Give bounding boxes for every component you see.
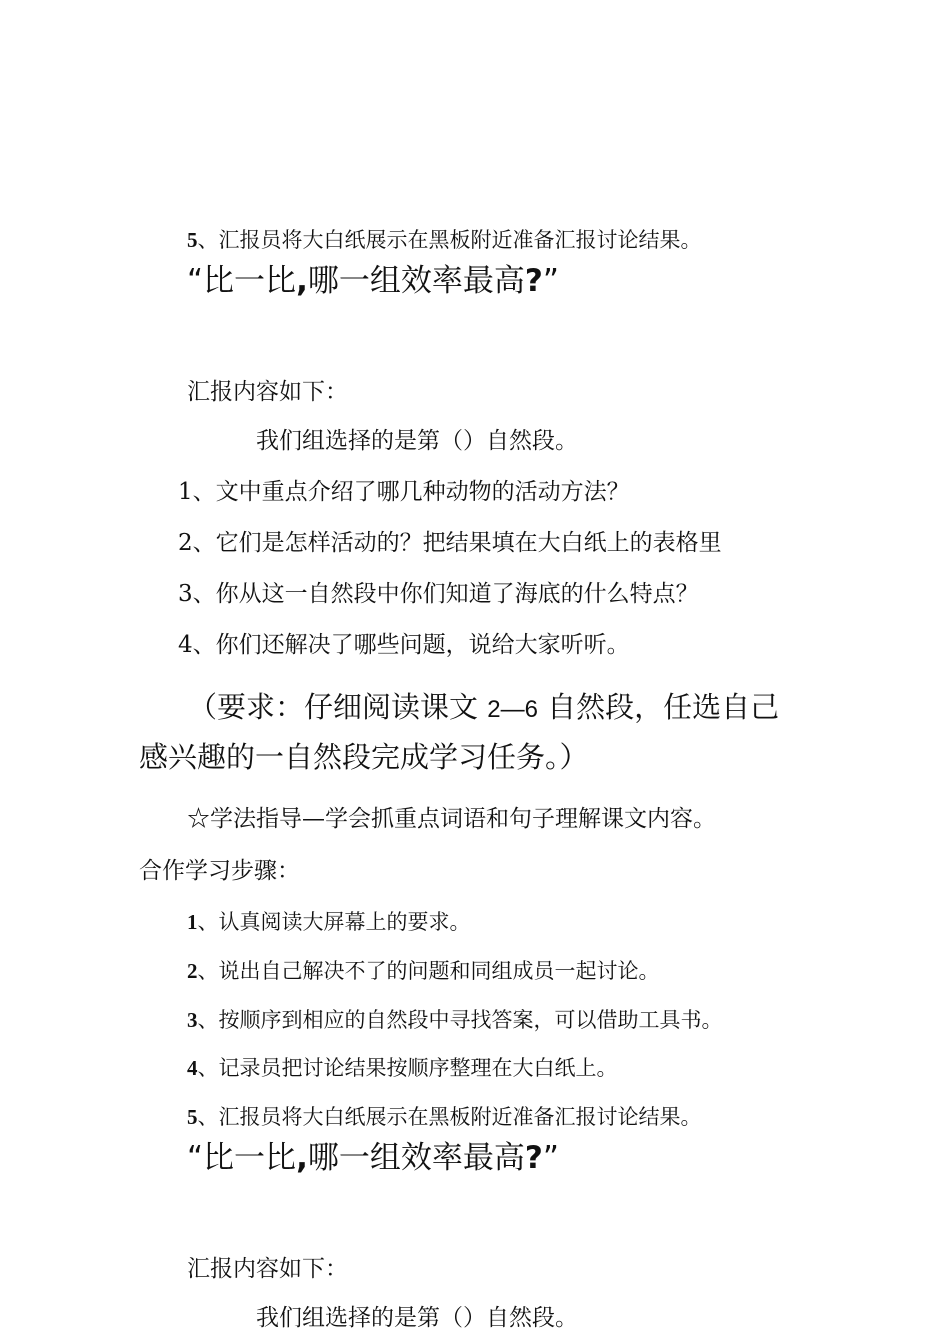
step-number: 2: [187, 959, 198, 983]
quote-close: ”: [542, 263, 559, 299]
quote-open-text: “比一比: [187, 1140, 297, 1176]
step-item: [187, 961, 660, 982]
quote-open-text: “比一比: [187, 263, 297, 299]
quote-comma: ,: [296, 1140, 308, 1176]
step-number: 3: [187, 1008, 198, 1032]
report-paragraph-choice: 我们组选择的是第（）自然段。: [256, 428, 578, 454]
step-item: [187, 230, 702, 251]
step-text: 、说出自己解决不了的问题和同组成员一起讨论。: [197, 959, 660, 983]
step-text: 、认真阅读大屏幕上的要求。: [197, 910, 471, 934]
report-intro: 汇报内容如下：: [187, 1256, 348, 1282]
step-text: 、汇报员将大白纸展示在黑板附近准备汇报讨论结果。: [197, 228, 702, 252]
question-item: 2、它们是怎样活动的？把结果填在大白纸上的表格里: [178, 530, 722, 556]
step-item: [187, 1058, 618, 1079]
step-number: 4: [187, 1056, 198, 1080]
quote-mid-text: 哪一组效率最高: [307, 263, 525, 299]
steps-heading: 合作学习步骤：: [139, 858, 300, 884]
step-item: [187, 1107, 702, 1128]
step-number: 5: [187, 228, 198, 252]
step-number: 1: [187, 910, 198, 934]
report-intro: 汇报内容如下：: [187, 379, 348, 405]
question-item: 1、文中重点介绍了哪几种动物的活动方法？: [178, 479, 630, 505]
step-item: [187, 1010, 723, 1031]
question-item: 3、你从这一自然段中你们知道了海底的什么特点？: [178, 581, 699, 607]
step-item: [187, 912, 471, 933]
method-guide: ☆学法指导—学会抓重点词语和句子理解课文内容。: [187, 806, 716, 832]
report-paragraph-choice: 我们组选择的是第（）自然段。: [256, 1305, 578, 1331]
question-item: 4、你们还解决了哪些问题，说给大家听听。: [178, 632, 630, 658]
step-text: 、汇报员将大白纸展示在黑板附近准备汇报讨论结果。: [197, 1105, 702, 1129]
step-text: 、按顺序到相应的自然段中寻找答案，可以借助工具书。: [197, 1008, 723, 1032]
quote-question-mark: ?: [524, 1140, 543, 1176]
quote-close: ”: [542, 1140, 559, 1176]
quote-question-mark: ?: [524, 263, 543, 299]
requirement-line: 感兴趣的一自然段完成学习任务。）: [139, 740, 589, 774]
quote-mid-text: 哪一组效率最高: [307, 1140, 525, 1176]
quote-heading: [187, 1140, 559, 1176]
step-text: 、记录员把讨论结果按顺序整理在大白纸上。: [197, 1056, 618, 1080]
quote-heading: [187, 263, 559, 299]
requirement-text: （要求：仔细阅读课文: [188, 690, 479, 724]
step-number: 5: [187, 1105, 198, 1129]
requirement-range: 2—6: [487, 696, 538, 723]
quote-comma: ,: [296, 263, 308, 299]
requirement-line: [188, 690, 780, 724]
requirement-text: 自然段，任选自己: [547, 690, 780, 724]
